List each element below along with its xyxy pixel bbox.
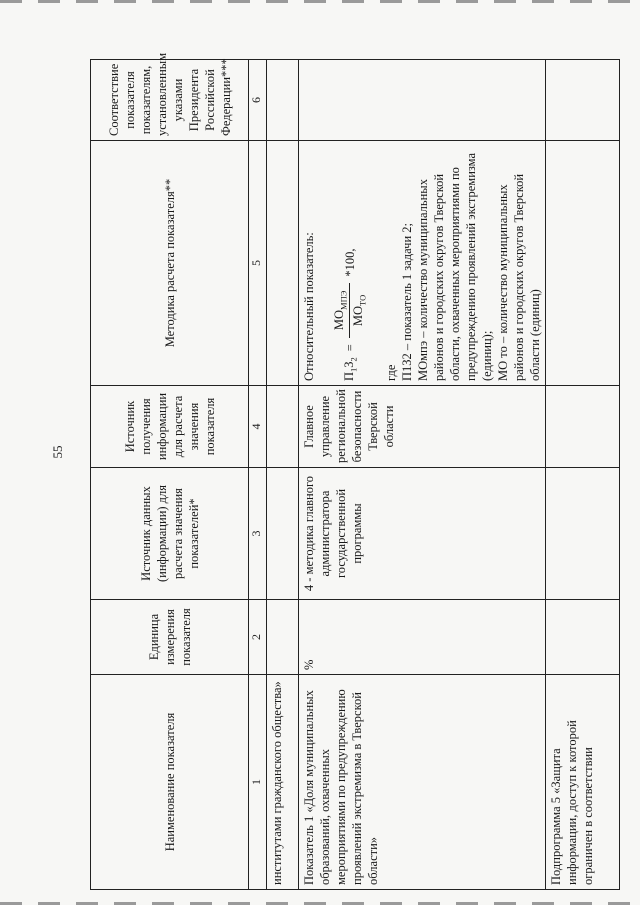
method-title: Относительный показатель:: [302, 232, 316, 381]
unit-cell: %: [299, 600, 546, 675]
col-number-5: 5: [249, 141, 267, 386]
table-row: [299, 60, 546, 890]
col-number-3: 3: [249, 468, 267, 600]
indicator-name-cell: Показатель 1 «Доля муниципальных образований, охваченных мероприятиями по предупреждению проявлений экстремизма в Тверской области»: [299, 675, 546, 890]
col-number-6: 6: [249, 60, 267, 141]
scan-top-edge: [0, 0, 640, 3]
indicators-table: [90, 52, 620, 890]
page-number: 55: [50, 445, 65, 459]
header-data-source: Источник данных (информации) для расчета значения показателей*: [91, 468, 249, 600]
method-def-2: МОмпэ – количество муниципальных районов и городских округов Тверской области, охваченных мероприятиями по предупреждению проявлений экстремизма (единиц);: [415, 152, 494, 381]
info-source-cell: Главное управление региональной безопасности Тверской области: [299, 386, 546, 468]
table-header-row: [91, 60, 249, 890]
col-number-4: 4: [249, 386, 267, 468]
col-number-1: 1: [249, 675, 267, 890]
indicator-name-cell: институтами гражданского общества»: [267, 675, 299, 890]
rotated-table-page: [90, 52, 595, 890]
column-number-row: [249, 60, 267, 890]
header-indicator-name: Наименование показателя: [91, 675, 249, 890]
header-info-source: Источник получения информации для расчета значения показателя: [91, 386, 249, 468]
data-source-cell: 4 - методика главного администратора государственной программы: [299, 468, 546, 600]
method-def-1: П1З2 – показатель 1 задачи 2;: [399, 223, 414, 381]
formula-denominator: $МО_{ТО}$: [351, 294, 368, 327]
table-row: [267, 60, 299, 890]
formula-equals: =: [342, 344, 357, 352]
formula-numerator: $МО_{МПЭ}$: [331, 283, 350, 338]
method-def-3: МО то – количество муниципальных районов и городских округов Тверской области (единиц): [495, 173, 542, 381]
header-unit: Единица измерения показателя: [91, 600, 249, 675]
formula-fraction: [331, 283, 369, 338]
indicator-name-cell: Подпрограмма 5 «Защита информации, доступ к которой ограничен в соответствии: [545, 675, 619, 890]
method-where: где: [383, 364, 398, 381]
col-number-2: 2: [249, 600, 267, 675]
formula: [331, 145, 369, 381]
method-cell: [299, 141, 546, 386]
header-method: Методика расчета показателя**: [91, 141, 249, 386]
formula-lhs: $П_1З_2$: [341, 357, 359, 381]
formula-tail: *100,: [342, 248, 357, 277]
header-presidential-decree: Соответствие показателя показателям, установленным указами Президента Российской Федерации***: [91, 60, 249, 141]
table-row: [545, 60, 619, 890]
